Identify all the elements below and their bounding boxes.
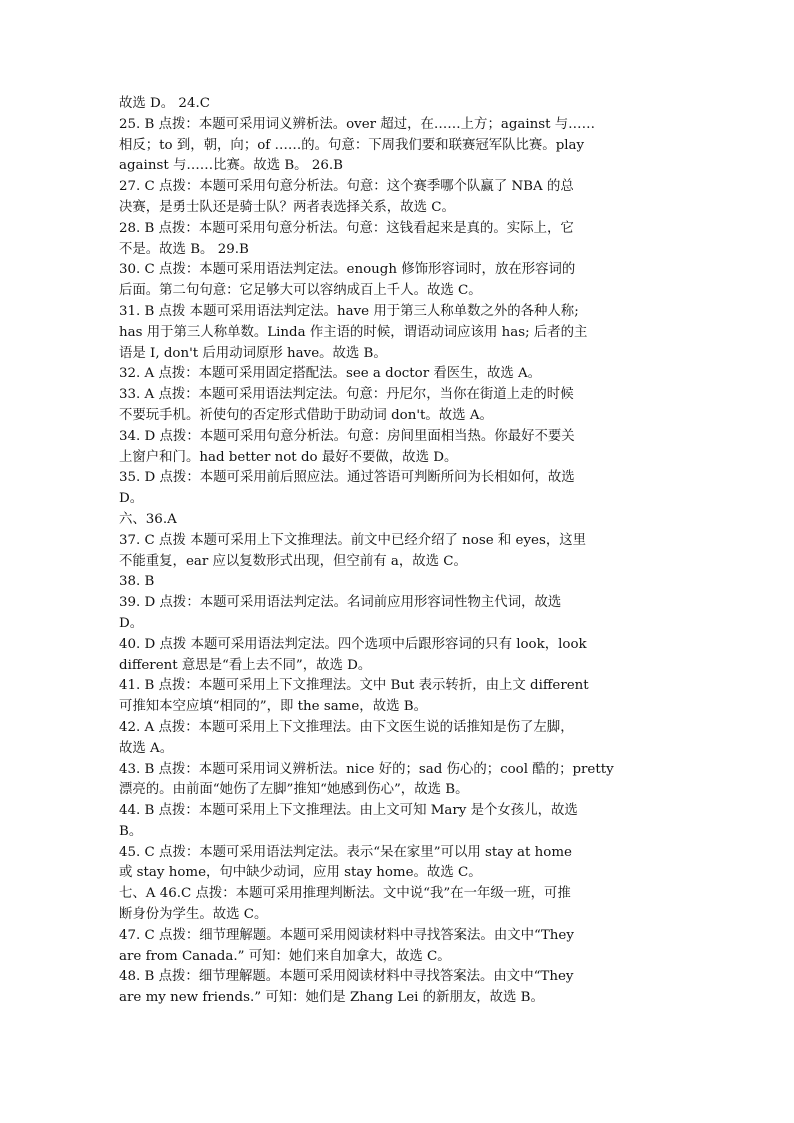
text-line: 37. C 点拨 本题可采用上下文推理法。前文中已经介绍了 nose 和 eyes，这里 — [119, 532, 587, 548]
text-line: 45. C 点拨：本题可采用语法判定法。表示“呆在家里”可以用 stay at home — [119, 844, 572, 860]
text-line: 25. B 点拨：本题可采用词义辨析法。over 超过，在……上方；against 与…… — [119, 116, 595, 132]
text-line: 故选 D。 24.C — [119, 96, 210, 111]
text-line: 可推知本空应填“相同的”，即 the same，故选 B。 — [119, 699, 427, 715]
text-line: 后面。第二句句意：它足够大可以容纳成百上千人。故选 C。 — [119, 283, 482, 299]
text-line: 故选 A。 — [119, 740, 174, 756]
answer-explanations-page — [119, 94, 679, 1009]
text-line: 上窗户和门。had better not do 最好不要做，故选 D。 — [119, 449, 458, 465]
text-line: 42. A 点拨：本题可采用上下文推理法。由下文医生说的话推知是伤了左脚， — [119, 719, 574, 735]
text-line: 不是。故选 B。 29.B — [119, 241, 249, 257]
text-line: 34. D 点拨：本题可采用句意分析法。句意：房间里面相当热。你最好不要关 — [119, 428, 575, 444]
text-line: 35. D 点拨：本题可采用前后照应法。通过答语可判断所问为长相如何，故选 — [119, 470, 575, 486]
text-line: 32. A 点拨：本题可采用固定搭配法。see a doctor 看医生，故选 A。 — [119, 366, 542, 382]
text-line: 断身份为学生。故选 C。 — [119, 907, 268, 923]
text-line: 41. B 点拨：本题可采用上下文推理法。文中 But 表示转折，由上文 different — [119, 678, 589, 694]
text-line: different 意思是“看上去不同”，故选 D。 — [119, 657, 372, 673]
text-line: 不能重复，ear 应以复数形式出现，但空前有 a，故选 C。 — [119, 553, 467, 569]
text-line: 47. C 点拨：细节理解题。本题可采用阅读材料中寻找答案法。由文中“They — [119, 927, 574, 943]
text-line: 48. B 点拨：细节理解题。本题可采用阅读材料中寻找答案法。由文中“They — [119, 969, 574, 985]
text-line: 决赛，是勇士队还是骑士队？两者表选择关系，故选 C。 — [119, 199, 455, 215]
text-line: 43. B 点拨：本题可采用词义辨析法。nice 好的；sad 伤心的；cool 酷的；pretty — [119, 761, 614, 777]
text-line: 33. A 点拨：本题可采用语法判定法。句意：丹尼尔，当你在街道上走的时候 — [119, 387, 574, 403]
text-line: 或 stay home，句中缺少动词，应用 stay home。故选 C。 — [119, 865, 482, 881]
text-line: 30. C 点拨：本题可采用语法判定法。enough 修饰形容词时，放在形容词的 — [119, 262, 576, 278]
section-heading: 七、A 46.C 点拨：本题可采用推理判断法。文中说“我”在一年级一班，可推 — [119, 886, 571, 902]
text-line: 44. B 点拨：本题可采用上下文推理法。由上文可知 Mary 是个女孩儿，故选 — [119, 803, 578, 819]
text-line: 40. D 点拨 本题可采用语法判定法。四个选项中后跟形容词的只有 look，look — [119, 636, 587, 652]
text-line: 不要玩手机。祈使句的否定形式借助于助动词 don't。故选 A。 — [119, 407, 493, 423]
text-line: 漂亮的。由前面“她伤了左脚”推知“她感到伤心”，故选 B。 — [119, 782, 469, 798]
text-line: 39. D 点拨：本题可采用语法判定法。名词前应用形容词性物主代词，故选 — [119, 595, 562, 611]
text-line: 28. B 点拨：本题可采用句意分析法。句意：这钱看起来是真的。实际上，它 — [119, 220, 574, 236]
text-line: has 用于第三人称单数。Linda 作主语的时候，谓语动词应该用 has; 后者的主 — [119, 324, 588, 340]
text-line: D。 — [119, 615, 144, 631]
text-line: 31. B 点拨 本题可采用语法判定法。have 用于第三人称单数之外的各种人称; — [119, 303, 579, 319]
text-line: 38. B — [119, 574, 155, 590]
text-line: against 与……比赛。故选 B。 26.B — [119, 158, 343, 174]
text-line: 相反；to 到，朝，向；of ……的。句意：下周我们要和联赛冠军队比赛。play — [119, 137, 585, 153]
text-line: 语是 I, don't 后用动词原形 have。故选 B。 — [119, 345, 387, 361]
text-line: 27. C 点拨：本题可采用句意分析法。句意：这个赛季哪个队赢了 NBA 的总 — [119, 179, 574, 195]
text-line: D。 — [119, 491, 144, 507]
text-line: are my new friends.” 可知：她们是 Zhang Lei 的新朋友，故选 B。 — [119, 990, 544, 1006]
text-line: are from Canada.” 可知：她们来自加拿大，故选 C。 — [119, 948, 451, 964]
section-heading: 六、36.A — [119, 511, 177, 527]
text-line: B。 — [119, 823, 143, 839]
